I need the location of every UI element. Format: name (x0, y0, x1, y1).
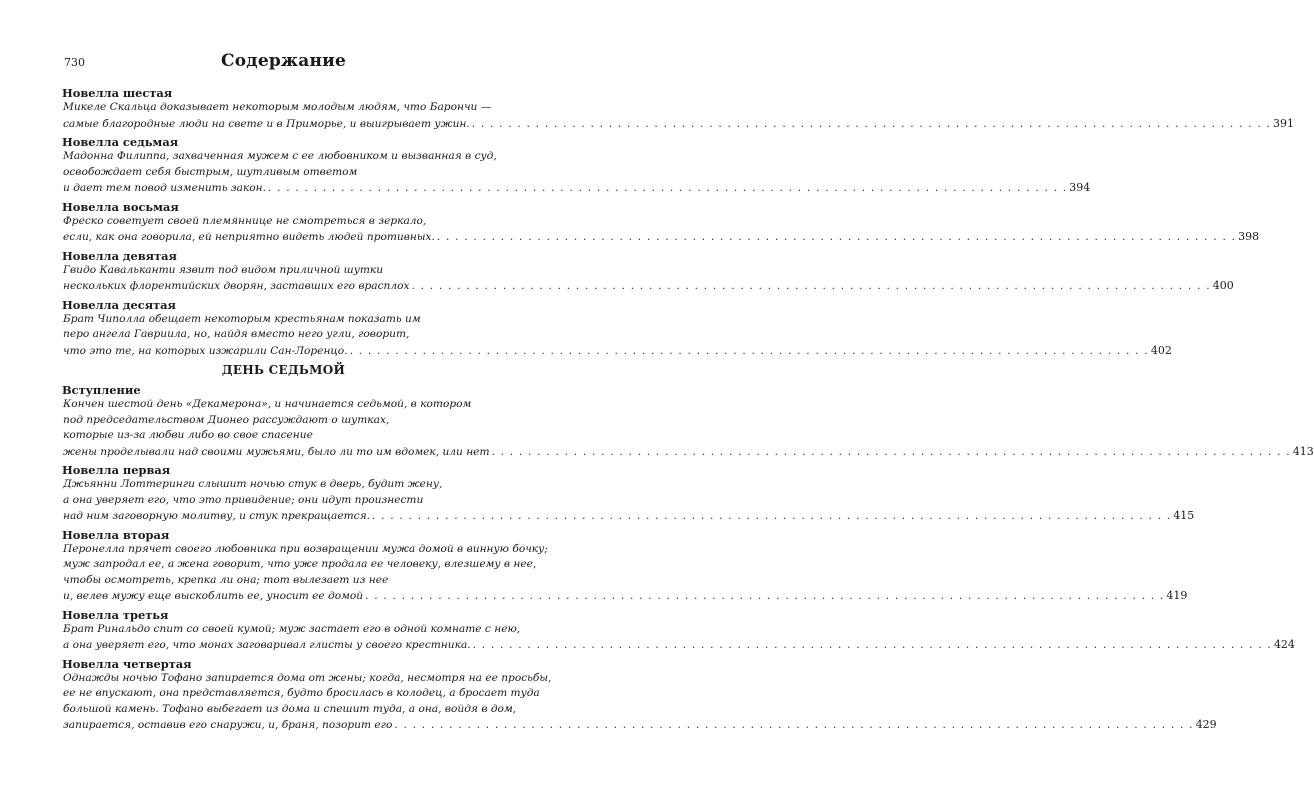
description-line: муж запродал ее, а жена говорит, что уже продала ее человеку, влезшему в нее, (63, 558, 537, 570)
page-reference: 402 (1150, 343, 1172, 357)
description-last-line (62, 444, 1314, 461)
toc-entry-description (62, 214, 1260, 246)
description-line: освобождает себя быстрым, шутливым ответом (63, 165, 358, 178)
toc-entry-description (62, 622, 1295, 654)
page-reference: 419 (1166, 589, 1188, 602)
dot-leader (350, 344, 1149, 360)
description-last-line (62, 343, 1172, 360)
description-line: которые из-за любви либо во свое спасение (63, 429, 313, 441)
description-line: если, как она говорила, ей неприятно видеть людей противных. (63, 231, 435, 243)
toc-entry-description (62, 263, 1234, 295)
description-line: Брат Чиполла обещает некоторым крестьянам показать им (63, 312, 421, 325)
toc-entry (62, 199, 1260, 246)
dot-leader (472, 117, 1271, 133)
description-last-line (62, 229, 1260, 246)
toc-entry-title: Новелла шестая (62, 86, 173, 100)
description-line: Джьянни Лоттеринги слышит ночью стук в дверь, будит жену, (63, 478, 443, 490)
page-reference: 398 (1238, 230, 1260, 243)
description-line: Однажды ночью Тофано запирается дома от жены; когда, несмотря на ее просьбы, (63, 671, 552, 684)
description-line: перо ангела Гавриила, но, найдя вместо него угли, говорит, (63, 328, 410, 340)
dot-leader (411, 279, 1210, 295)
entries-after (62, 383, 1314, 734)
description-last-line (62, 116, 1295, 133)
page-reference: 429 (1195, 718, 1217, 731)
toc-entry-description (62, 100, 1295, 132)
description-line: Мадонна Филиппа, захваченная мужем с ее любовником и вызванная в суд, (63, 150, 497, 162)
description-line: Кончен шестой день «Декамерона», и начинается седьмой, в котором (63, 398, 472, 410)
toc-entry-title: Новелла девятая (62, 248, 177, 263)
dot-leader (372, 509, 1171, 525)
section-heading: ДЕНЬ СЕДЬМОЙ (221, 363, 346, 377)
page-reference: 400 (1212, 279, 1234, 292)
page-reference: 413 (1292, 444, 1314, 458)
toc-entry-description (62, 477, 1195, 525)
description-line: и дает тем повод изменить закон. (63, 182, 266, 194)
page-reference: 424 (1273, 638, 1295, 651)
description-last-line (62, 637, 1295, 654)
toc-entry-title: Новелла седьмая (62, 135, 179, 149)
description-line: Брат Ринальдо спит со своей кумой; муж застает его в одной комнате с нею, (63, 622, 521, 635)
toc-entry (62, 527, 1188, 605)
description-line: жены проделывали над своими мужьями, было ли то им вдомек, или нет (63, 445, 490, 458)
description-line: большой камень. Тофано выбегает из дома и спешит туда, а она, войдя в дом, (63, 702, 517, 715)
dot-leader (268, 181, 1067, 197)
description-line: что это те, на которых изжарили Сан-Лоренцо. (63, 344, 348, 357)
page-reference: 394 (1069, 181, 1091, 194)
description-line: ее не впускают, она представляется, будто бросилась в колодец, а бросает туда (63, 687, 540, 699)
entries-before (62, 86, 1295, 359)
dot-leader (492, 445, 1291, 461)
contents-list (62, 86, 1314, 737)
description-last-line (62, 588, 1188, 605)
toc-entry (62, 383, 1314, 460)
description-last-line (62, 717, 1217, 734)
toc-entry-title: Новелла третья (62, 607, 169, 622)
toc-entry (62, 656, 1217, 734)
description-line: чтобы осмотреть, крепка ли она; тот вылезает из нее (63, 573, 389, 586)
description-line: Микеле Скальца доказывает некоторым молодым людям, что Барончи — (63, 101, 492, 113)
page-number: 730 (64, 56, 85, 69)
toc-entry (62, 248, 1234, 295)
toc-entry (62, 463, 1195, 525)
toc-entry-title: Новелла первая (62, 463, 171, 477)
page-reference: 415 (1173, 509, 1195, 522)
description-last-line (62, 508, 1195, 525)
toc-entry (62, 297, 1172, 360)
description-line: под председательством Дионео рассуждают о шутках, (63, 413, 390, 426)
page-title: Содержание (221, 51, 346, 71)
description-line: над ним заговорную молитву, и стук прекращается. (63, 510, 370, 522)
toc-entry (62, 135, 1091, 197)
toc-entry-title: Новелла вторая (62, 527, 170, 542)
description-line: самые благородные люди на свете и в Приморье, и выигрывает ужин. (63, 117, 470, 130)
toc-entry (62, 86, 1295, 132)
toc-entry (62, 607, 1295, 654)
dot-leader (437, 230, 1236, 246)
description-line: и, велев мужу еще выскоблить ее, уносит ее домой (63, 590, 364, 602)
dot-leader (473, 638, 1272, 654)
page-reference: 391 (1273, 116, 1295, 130)
toc-entry-description (62, 397, 1314, 460)
description-last-line (62, 278, 1234, 295)
toc-entry-description (62, 542, 1188, 605)
toc-entry-description (62, 149, 1091, 197)
toc-entry-title: Вступление (62, 383, 141, 397)
toc-entry-title: Новелла восьмая (62, 199, 179, 214)
description-line: а она уверяет его, что монах заговаривал глисты у своего крестника. (63, 639, 471, 651)
description-line: Гвидо Кавальканти язвит под видом приличной шутки (63, 263, 384, 276)
description-line: нескольких флорентийских дворян, заставших его врасплох (63, 280, 410, 292)
description-last-line (62, 180, 1091, 197)
description-line: Перонелла прячет своего любовника при возвращении мужа домой в винную бочку; (63, 542, 548, 555)
dot-leader (365, 589, 1164, 605)
toc-entry-description (62, 671, 1217, 734)
toc-entry-description (62, 312, 1172, 360)
description-line: Фреско советует своей племяннице не смотреться в зеркало, (63, 214, 427, 227)
toc-entry-title: Новелла десятая (62, 297, 176, 312)
description-line: а она уверяет его, что это привидение; они идут произнести (63, 493, 424, 506)
toc-entry-title: Новелла четвертая (62, 656, 192, 671)
description-line: запирается, оставив его снаружи, и, браня, позорит его (63, 719, 393, 731)
dot-leader (394, 718, 1193, 734)
